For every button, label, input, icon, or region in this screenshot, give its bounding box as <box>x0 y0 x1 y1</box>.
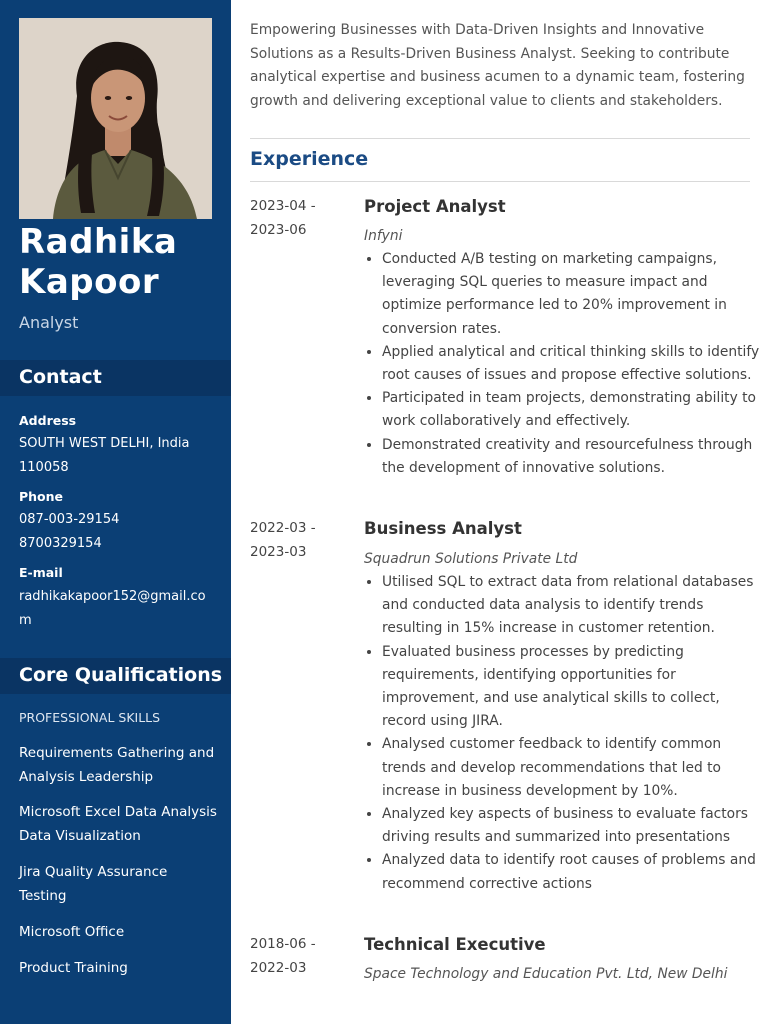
phone-value <box>19 508 219 555</box>
job-title: Business Analyst <box>364 519 522 538</box>
email-line-2[interactable]: m <box>19 612 32 628</box>
qualifications-heading: Core Qualifications <box>19 664 223 686</box>
phone-number-2[interactable]: 8700329154 <box>19 535 102 551</box>
candidate-first-name: Radhika <box>19 222 178 262</box>
email-value[interactable] <box>19 585 219 632</box>
job-bullets <box>364 248 768 480</box>
email-line-1[interactable]: radhikakapoor152@gmail.co <box>19 589 206 604</box>
candidate-title: Analyst <box>19 313 79 332</box>
qualification-item: Microsoft Office <box>19 924 125 940</box>
address-line-2: 110058 <box>19 459 69 475</box>
job-bullet: • Utilised SQL to extract data from relational databases and conducted data analysis to identify trends resulting in 15% increase in customer retention. <box>382 571 768 641</box>
job-company: Squadrun Solutions Private Ltd <box>364 551 578 567</box>
job-end-date: 2023-06 <box>250 221 307 238</box>
phone-number-1[interactable]: 087-003-29154 <box>19 512 120 527</box>
job-dates <box>250 933 350 980</box>
job-bullet: • Analyzed data to identify root causes of problems and recommend corrective actions <box>382 849 768 895</box>
sidebar <box>0 0 231 1024</box>
job-company: Infyni <box>364 228 403 244</box>
job-start-date: 2018-06 - <box>250 936 316 952</box>
profile-photo <box>19 18 212 219</box>
job-start-date: 2022-03 - <box>250 520 316 536</box>
job-end-date: 2022-03 <box>250 959 307 976</box>
qualifications-heading-bar <box>0 658 231 694</box>
phone-label: Phone <box>19 489 64 504</box>
job-dates <box>250 195 350 242</box>
address-value <box>19 432 219 479</box>
job-bullets <box>364 571 768 896</box>
experience-heading: Experience <box>250 148 369 170</box>
profile-photo-image <box>19 18 212 219</box>
profile-summary: Empowering Businesses with Data-Driven Insights and Innovative Solutions as a Results-Driven Business Analyst. Seeking to contribute analytical expertise and business acumen to a dynamic team, fostering growth and delivering exceptional value to clients and stakeholders. <box>250 22 745 109</box>
job-bullet: • Conducted A/B testing on marketing campaigns, leveraging SQL queries to measure impact and optimize performance led to 20% improvement in conversion rates. <box>382 248 768 341</box>
address-line-1: SOUTH WEST DELHI, India <box>19 436 190 451</box>
contact-heading-bar <box>0 360 231 396</box>
divider <box>250 138 750 139</box>
qualification-item: Product Training <box>19 960 128 976</box>
email-label: E-mail <box>19 565 63 580</box>
job-end-date: 2023-03 <box>250 543 307 560</box>
job-bullet: • Analysed customer feedback to identify common trends and develop recommendations that led to increase in business development by 10%. <box>382 733 768 803</box>
job-bullet: • Evaluated business processes by predicting requirements, identifying opportunities for improvement, and use analytical skills to collect, record using JIRA. <box>382 641 768 734</box>
job-title: Technical Executive <box>364 935 546 954</box>
job-company: Space Technology and Education Pvt. Ltd, New Delhi <box>364 966 728 982</box>
divider <box>250 181 750 182</box>
qualification-item: Requirements Gathering and Analysis Leadership <box>19 745 215 785</box>
job-bullet: • Analyzed key aspects of business to evaluate factors driving results and summarized into presentations <box>382 803 768 849</box>
job-bullet: • Demonstrated creativity and resourcefulness through the development of innovative solutions. <box>382 434 768 480</box>
job-title: Project Analyst <box>364 197 506 216</box>
address-label: Address <box>19 413 77 428</box>
job-dates <box>250 517 350 564</box>
candidate-last-name: Kapoor <box>19 262 160 302</box>
qualification-item: Jira Quality Assurance Testing <box>19 864 168 904</box>
qualification-item: Microsoft Excel Data Analysis Data Visualization <box>19 804 217 844</box>
job-bullet: • Participated in team projects, demonstrating ability to work collaboratively and effectively. <box>382 387 768 433</box>
job-start-date: 2023-04 - <box>250 198 316 214</box>
candidate-name <box>19 222 224 302</box>
qualification-item: PROFESSIONAL SKILLS <box>19 710 161 725</box>
contact-heading: Contact <box>19 366 102 388</box>
job-bullet: • Applied analytical and critical thinking skills to identify root causes of issues and propose effective solutions. <box>382 341 768 387</box>
